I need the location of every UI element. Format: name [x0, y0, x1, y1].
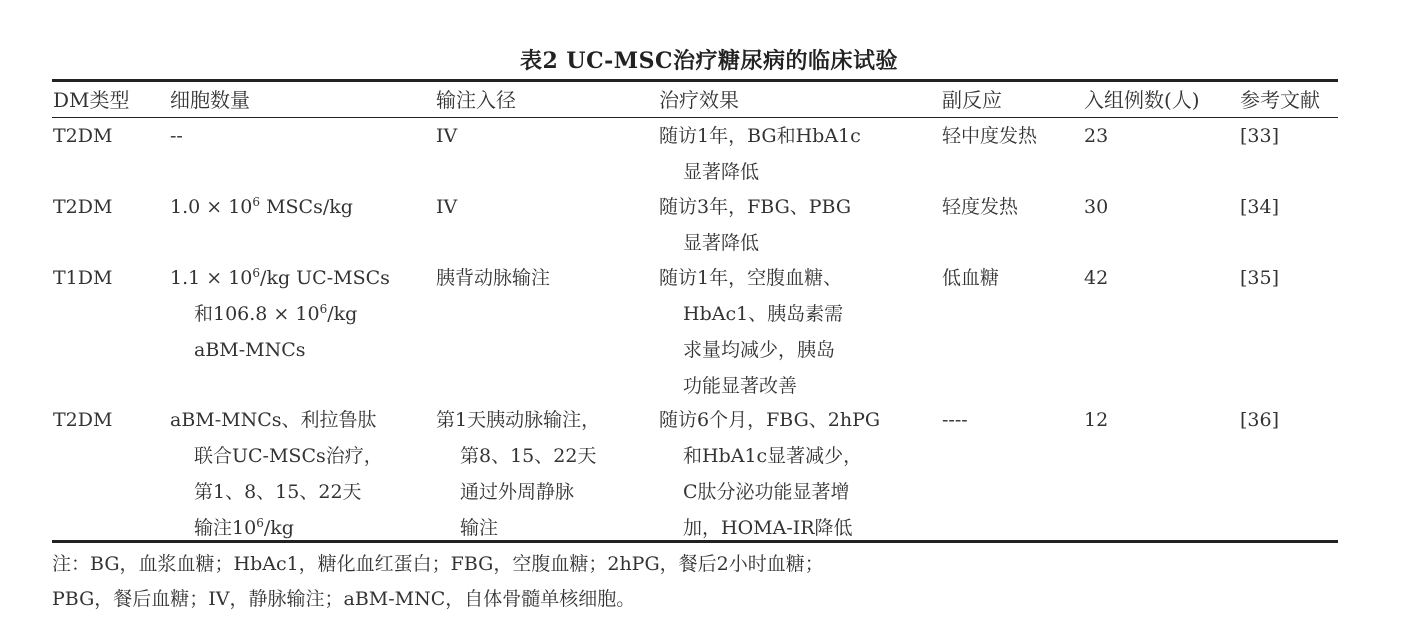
column-header-enrolled: 入组例数(人) — [1084, 88, 1200, 112]
cell-route-line: 通过外周静脉 — [460, 481, 575, 503]
table-bottom-rule — [52, 540, 1338, 543]
cell-cell-count — [170, 118, 183, 154]
cell-effect-line: 随访6个月，FBG、2hPG — [659, 409, 881, 431]
cell-effect-line: 显著降低 — [683, 161, 760, 183]
cell-effect-line: C肽分泌功能显著增 — [683, 481, 850, 503]
cell-count-line: $1.0 \times 10^6$ MSCs/kg — [170, 195, 353, 218]
cell-effect-line: 随访1年，BG和HbA1c — [659, 125, 861, 147]
cell-dm-type: T2DM — [53, 409, 113, 431]
cell-route — [436, 189, 457, 225]
cell-enrolled: 12 — [1084, 409, 1109, 431]
superscript-exponent: 6 — [256, 516, 264, 530]
cell-reference: [33] — [1240, 125, 1280, 147]
cell-cell-count — [170, 402, 383, 546]
column-header-effect: 治疗效果 — [659, 88, 739, 112]
cell-route-line: 输注 — [460, 517, 499, 539]
cell-effect — [659, 118, 861, 190]
cell-count-line: 联合UC-MSCs治疗， — [194, 445, 383, 467]
cell-route-line: 第8、15、22天 — [460, 445, 597, 467]
column-header-reference: 参考文献 — [1240, 88, 1320, 112]
cell-count-line: aBM-MNCs、利拉鲁肽 — [170, 409, 377, 431]
cell-enrolled: 42 — [1084, 267, 1109, 289]
cell-effect-line: 加，HOMA-IR降低 — [683, 517, 853, 539]
cell-side-effect: 轻中度发热 — [942, 125, 1038, 147]
cell-side-effect: 低血糖 — [942, 267, 1000, 289]
cell-effect-line: 随访3年，FBG、PBG — [659, 196, 852, 218]
cell-effect — [659, 260, 843, 404]
cell-route-line: IV — [436, 125, 458, 147]
cell-side-effect: 轻度发热 — [942, 196, 1019, 218]
table-note-line-1: 注：BG，血浆血糖；HbAc1，糖化血红蛋白；FBG，空腹血糖；2hPG，餐后2小时血糖； — [52, 553, 824, 575]
cell-route — [436, 402, 600, 546]
cell-route — [436, 260, 550, 296]
table-note-line-2: PBG，餐后血糖；IV，静脉输注；aBM-MNC，自体骨髓单核细胞。 — [52, 588, 636, 610]
cell-effect-line: 和HbA1c显著减少， — [683, 445, 863, 467]
cell-reference: [35] — [1240, 267, 1280, 289]
cell-effect-line: HbAc1、胰岛素需 — [683, 303, 844, 325]
column-header-route: 输注入径 — [436, 88, 516, 112]
cell-route-line: 胰背动脉输注 — [436, 267, 551, 289]
cell-dm-type: T1DM — [53, 267, 113, 289]
cell-route-line: IV — [436, 196, 458, 218]
column-header-dm-type: DM类型 — [53, 88, 130, 112]
cell-count-line: aBM-MNCs — [194, 339, 306, 361]
cell-effect-line: 随访1年，空腹血糖、 — [659, 267, 843, 289]
cell-effect-line: 功能显著改善 — [683, 375, 798, 397]
cell-side-effect: ---- — [942, 409, 968, 431]
superscript-exponent: 6 — [252, 266, 261, 280]
cell-count-line: 输注$10^6/kg$ — [194, 516, 294, 539]
table-top-rule — [52, 79, 1338, 82]
cell-route-line: 第1天胰动脉输注， — [436, 409, 601, 431]
cell-enrolled: 30 — [1084, 196, 1109, 218]
cell-dm-type: T2DM — [53, 196, 113, 218]
cell-effect-line: 显著降低 — [683, 232, 760, 254]
cell-enrolled: 23 — [1084, 125, 1109, 147]
cell-effect — [659, 189, 851, 261]
column-header-cell-count: 细胞数量 — [170, 88, 250, 112]
cell-count-line: -- — [170, 125, 183, 147]
cell-count-line: 和$106.8 \times 10^6/kg$ — [194, 302, 358, 325]
cell-cell-count — [170, 189, 353, 225]
cell-reference: [36] — [1240, 409, 1280, 431]
superscript-exponent: 6 — [252, 195, 261, 209]
superscript-exponent: 6 — [319, 302, 328, 316]
cell-cell-count — [170, 260, 390, 368]
cell-dm-type: T2DM — [53, 125, 113, 147]
cell-count-line: 第1、8、15、22天 — [194, 481, 362, 503]
cell-count-line: $1.1 \times 10^6/kg$ UC-MSCs — [170, 266, 390, 289]
cell-reference: [34] — [1240, 196, 1280, 218]
cell-route — [436, 118, 457, 154]
column-header-side-effect: 副反应 — [942, 88, 1002, 112]
cell-effect-line: 求量均减少，胰岛 — [683, 339, 836, 361]
cell-effect — [659, 402, 880, 546]
table-caption: 表2 UC-MSC治疗糖尿病的临床试验 — [519, 48, 899, 74]
